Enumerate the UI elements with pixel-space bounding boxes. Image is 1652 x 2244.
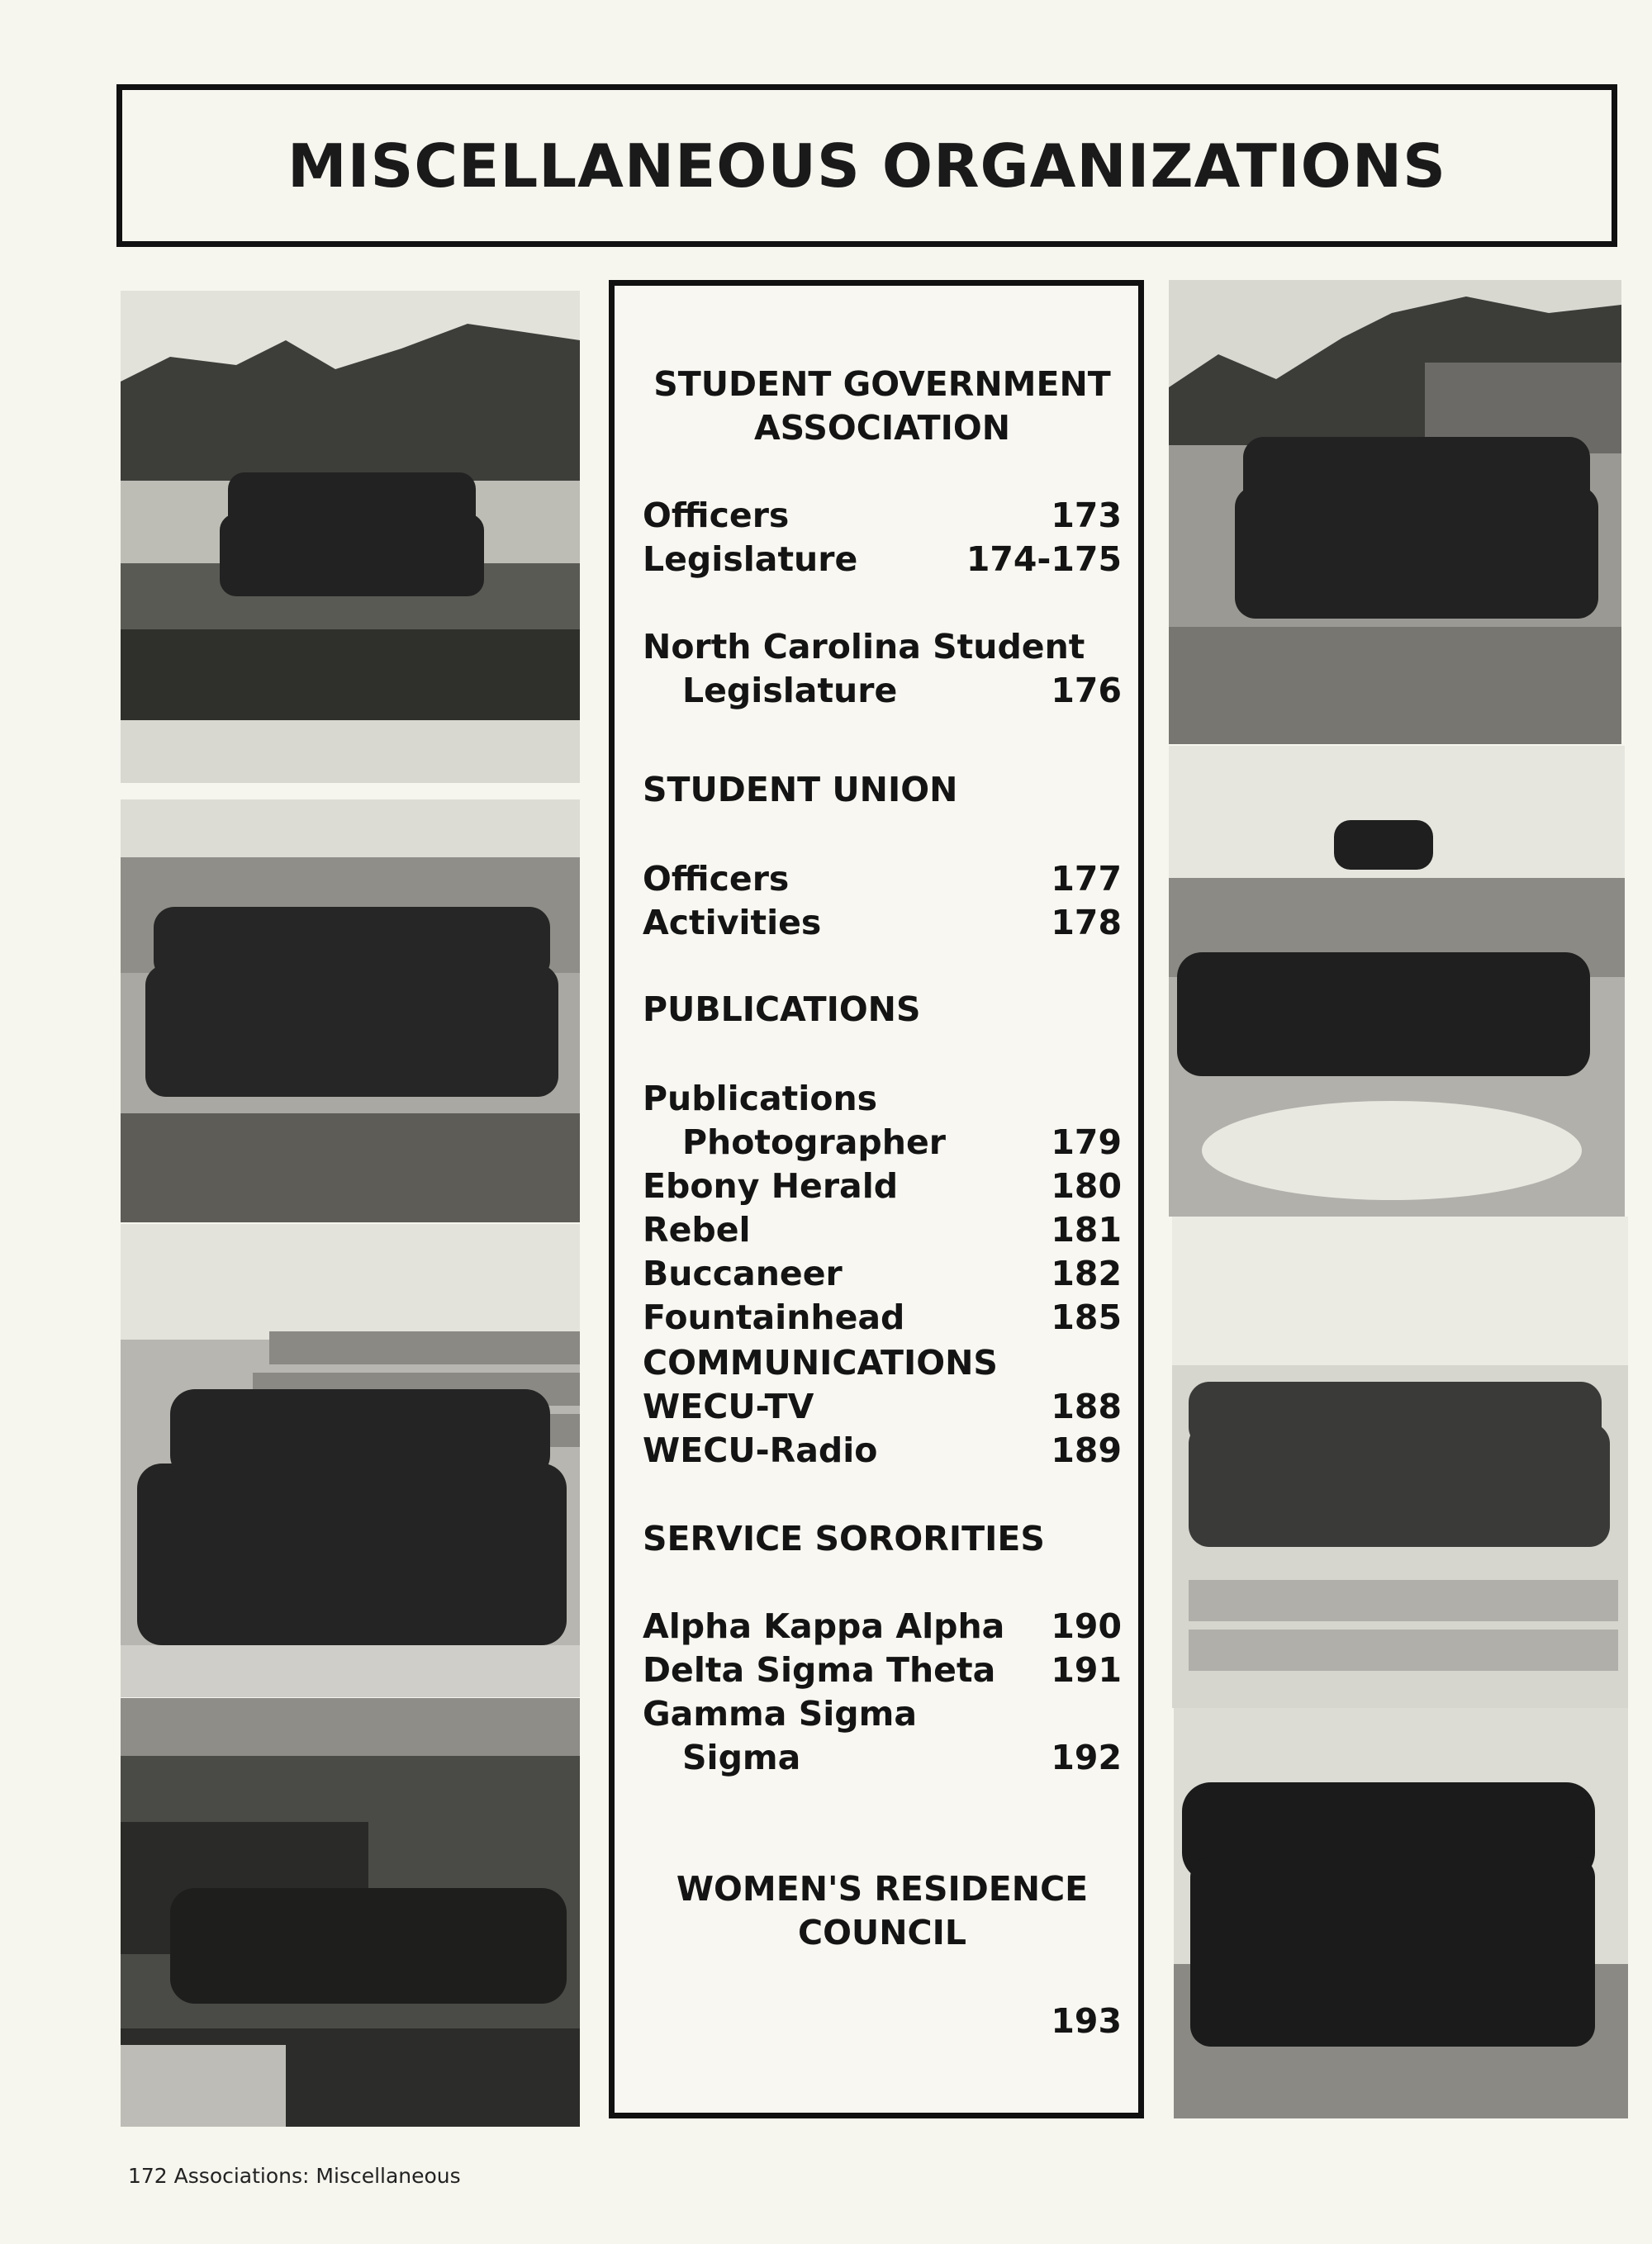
photo-group-classroom	[121, 1698, 580, 2127]
toc-list-sga	[643, 494, 1122, 581]
toc-section-sga	[643, 363, 1122, 450]
toc-heading-communications: COMMUNICATIONS	[643, 1343, 998, 1383]
toc-list-sororities: Alpha Kappa Alpha 190 Delta Sigma Theta 191 Gamma Sigma Sigma 192	[643, 1605, 1122, 1780]
toc-entry: Rebel 181	[643, 1210, 1122, 1250]
toc-entry: Activities 178	[643, 903, 1122, 942]
photo-group-auditorium	[121, 1224, 580, 1697]
toc-entry: Delta Sigma Theta 191	[643, 1650, 1122, 1690]
photo-group-outdoor-stage	[1169, 280, 1621, 744]
toc-entry: Photographer 179	[682, 1122, 1122, 1162]
photo-group-outdoor-fountain	[121, 291, 580, 783]
page-title: MISCELLANEOUS ORGANIZATIONS	[287, 130, 1446, 201]
toc-heading-wrc: WOMEN'S RESIDENCE COUNCIL	[676, 1869, 1089, 1952]
toc-entry: Legislature 174-175	[643, 539, 1122, 579]
photo-group-uniformed-cadets	[1174, 1708, 1628, 2118]
toc-entry: Buccaneer 182	[643, 1254, 1122, 1293]
toc-entry: WECU-Radio 189	[643, 1430, 1122, 1470]
toc-heading-sga-line1: STUDENT GOVERNMENT	[653, 364, 1111, 404]
toc-entry-ncsl: North Carolina Student Legislature 176	[643, 627, 1122, 710]
title-box	[116, 84, 1617, 247]
toc-list-publications: Publications Photographer 179 Ebony Herald 180 Rebel 181 Buccaneer 182 Fountainhead 185	[643, 1077, 1122, 1340]
toc-list-communications	[643, 1341, 1122, 1473]
photo-group-indoor-seated	[121, 799, 580, 1222]
toc-heading-publications: PUBLICATIONS	[643, 989, 921, 1029]
toc-heading-sororities: SERVICE SORORITIES	[643, 1519, 1045, 1558]
toc-heading-sga-line2: ASSOCIATION	[753, 408, 1011, 448]
table-of-contents	[609, 280, 1144, 2118]
toc-entry: Officers 173	[643, 496, 1122, 535]
page-footer: 172 Associations: Miscellaneous	[128, 2164, 461, 2188]
photo-group-standing-stage	[1172, 1217, 1628, 1708]
toc-list-union	[643, 857, 1122, 945]
toc-entry: Alpha Kappa Alpha 190	[643, 1606, 1122, 1646]
toc-entry: WECU-TV 188	[643, 1387, 1122, 1426]
toc-entry: Officers 177	[643, 859, 1122, 899]
toc-entry: Sigma 192	[682, 1738, 1122, 1777]
toc-entry: Ebony Herald 180	[643, 1166, 1122, 1206]
toc-entry-wrc: 193	[1051, 2001, 1122, 2041]
toc-entry: Fountainhead 185	[643, 1298, 1122, 1337]
toc-heading-union: STUDENT UNION	[643, 770, 958, 809]
photo-group-chandelier-room	[1169, 746, 1625, 1217]
